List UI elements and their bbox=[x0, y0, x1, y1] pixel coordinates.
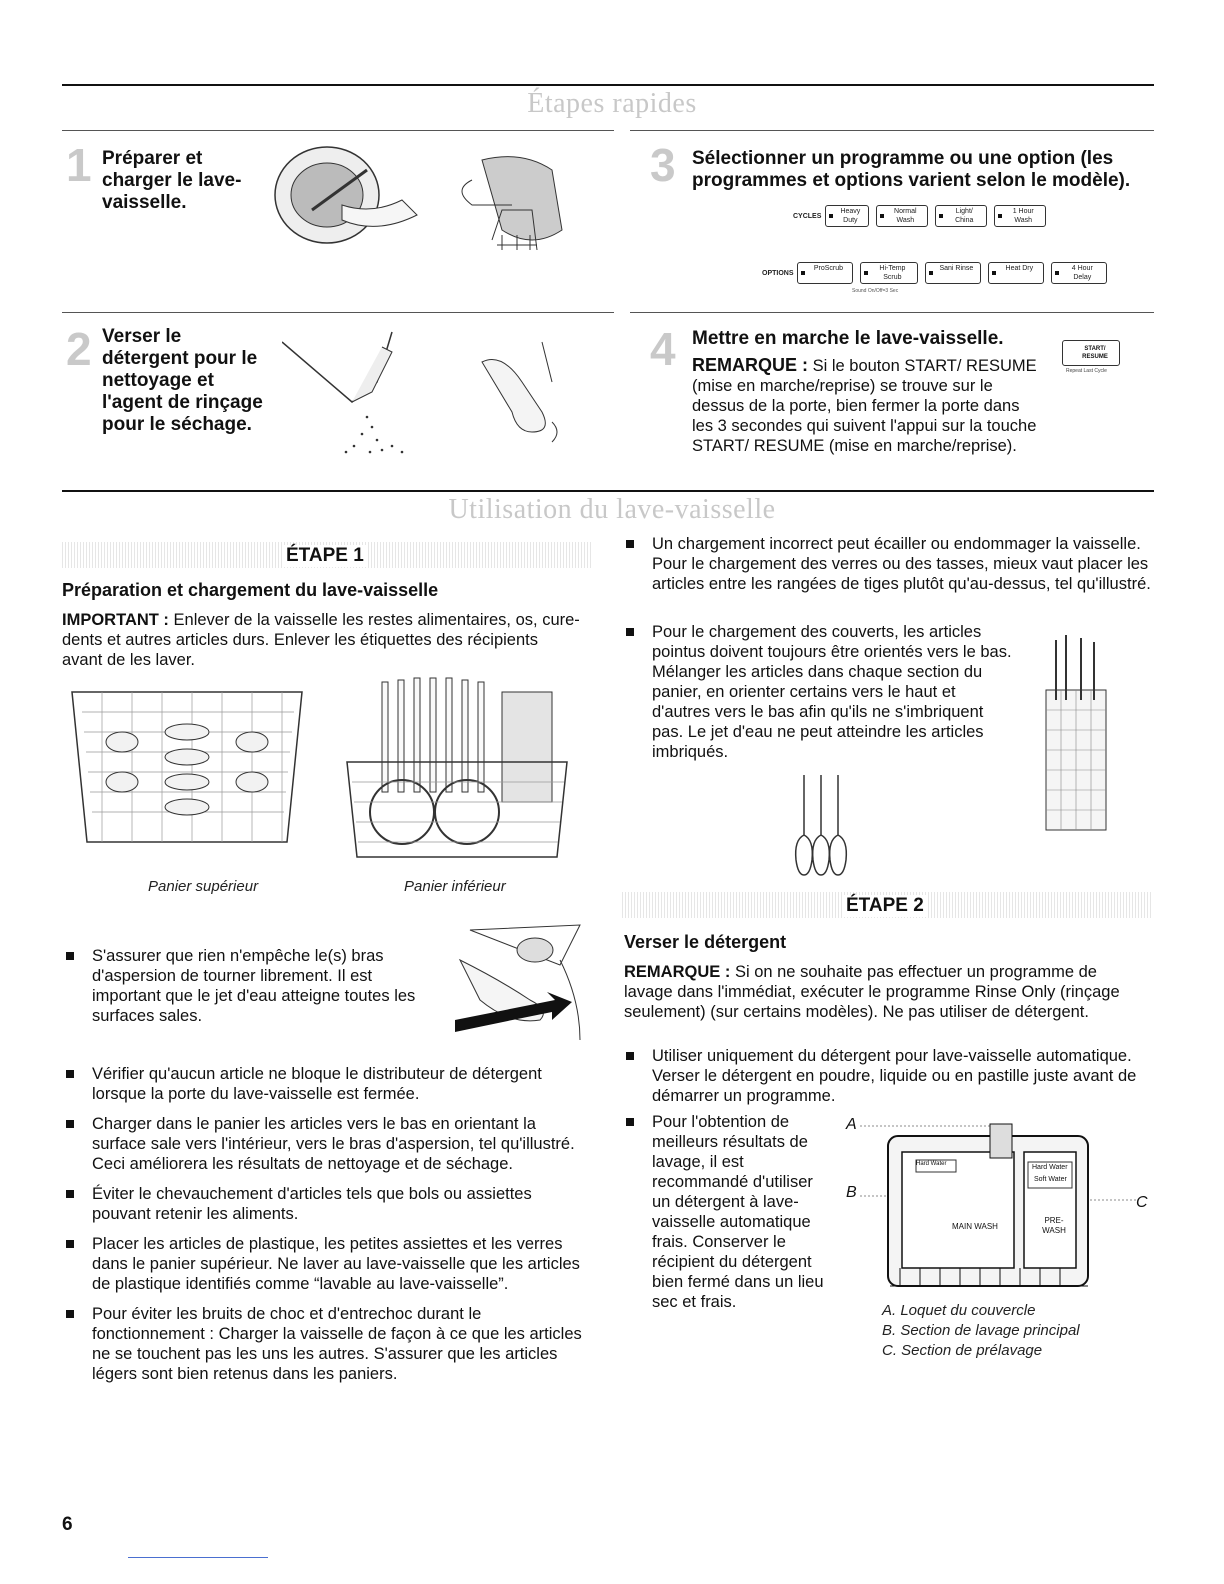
silverware-basket-illustration bbox=[1036, 630, 1116, 840]
list-item: Un chargement incorrect peut écailler ou endommager la vaisselle. Pour le chargement des verres ou des tasses, mieux vaut placer les articles entre les rangées de tiges plutôt qu'au-dessus, tel qu'illustré. bbox=[622, 534, 1152, 594]
etape-2-note bbox=[624, 962, 1144, 1022]
etape-2-heading: Verser le détergent bbox=[624, 932, 787, 952]
important-paragraph bbox=[62, 610, 582, 670]
options-panel bbox=[762, 262, 1112, 284]
list-item: Pour l'obtention de meilleurs résultats de lavage, il est recommandé d'utiliser un détergent à lave-vaisselle automatique frais. Conserver le récipient du détergent bien fermé dans un lieu sec et frais. bbox=[622, 1112, 832, 1312]
page-number: 6 bbox=[62, 1514, 73, 1535]
caption-upper-rack: Panier supérieur bbox=[148, 878, 259, 895]
diagram-soft-water: Soft Water bbox=[1034, 1176, 1067, 1183]
dish-prep-illustration bbox=[272, 140, 602, 270]
options-label: OPTIONS bbox=[762, 269, 794, 277]
etape-2-note-text: Si on ne souhaite pas effectuer un programme de lavage dans l'immédiat, exécuter le programme Rinse Only (rinçage seulement) (sur certains modèles). Ne pas utiliser de détergent. bbox=[624, 963, 1120, 1021]
cycle-normal-wash[interactable]: Normal Wash bbox=[876, 205, 928, 227]
diagram-hard-water-right: Hard Water bbox=[1032, 1164, 1068, 1171]
caption-lower-rack: Panier inférieur bbox=[404, 878, 506, 895]
legend-c: C. Section de prélavage bbox=[882, 1342, 1043, 1359]
divider bbox=[630, 130, 1154, 131]
cycle-1-hour-wash[interactable]: 1 Hour Wash bbox=[994, 205, 1046, 227]
top-rule bbox=[62, 84, 1154, 86]
options-sub-label: Sound On/Off=3 Sec bbox=[852, 288, 899, 294]
step-4-title: Mettre en marche le lave-vaisselle. bbox=[692, 328, 1004, 349]
usage-title: Utilisation du lave-vaisselle bbox=[448, 494, 776, 525]
cycles-panel bbox=[793, 205, 1051, 227]
spray-arm-illustration bbox=[440, 920, 590, 1055]
list-item: Utiliser uniquement du détergent pour lave-vaisselle automatique. Verser le détergent en poudre, liquide ou en pastille juste avant de démarrer un programme. bbox=[622, 1046, 1142, 1106]
step-number-3: 3 bbox=[650, 139, 676, 191]
option-4-hour-delay[interactable]: 4 Hour Delay bbox=[1051, 262, 1107, 284]
nested-spoons-illustration bbox=[786, 770, 856, 880]
etape-2-bullet-1 bbox=[622, 1046, 1142, 1116]
etape-1-bullets-b bbox=[62, 1064, 592, 1394]
diagram-main-wash: MAIN WASH bbox=[952, 1222, 998, 1231]
etape-2-label: ÉTAPE 2 bbox=[842, 895, 928, 917]
usage-rule bbox=[62, 490, 1154, 492]
list-item: Placer les articles de plastique, les petites assiettes et les verres dans le panier supérieur. Ne laver au lave-vaisselle que les articles de plastique identifiés comme “lavable au lave-vaisselle”. bbox=[62, 1234, 592, 1294]
divider bbox=[62, 312, 614, 313]
cycle-heavy-duty[interactable]: Heavy Duty bbox=[825, 205, 869, 227]
diagram-hard-water-left: Hard Water bbox=[916, 1161, 947, 1167]
detergent-dispenser-diagram bbox=[860, 1118, 1136, 1298]
option-sani-rinse[interactable]: Sani Rinse bbox=[925, 262, 981, 284]
diagram-label-b: B bbox=[846, 1184, 857, 1201]
step-number-2: 2 bbox=[66, 323, 92, 375]
step-1-title: Préparer et charger le lave-vaisselle. bbox=[102, 148, 242, 213]
upper-rack-illustration bbox=[62, 672, 312, 862]
list-item: S'assurer que rien n'empêche le(s) bras d'aspersion de tourner librement. Il est important que le jet d'eau atteigne toutes les surfaces sales. bbox=[62, 946, 422, 1026]
legend-b: B. Section de lavage principal bbox=[882, 1322, 1080, 1339]
diagram-pre-wash: PRE- WASH bbox=[1042, 1216, 1066, 1235]
start-resume-sub-label: Repeat Last Cycle bbox=[1066, 368, 1107, 374]
step-number-4: 4 bbox=[650, 323, 676, 375]
etape-2-note-label: REMARQUE : bbox=[624, 963, 731, 981]
step-number-1: 1 bbox=[66, 139, 92, 191]
etape-1-right-bullet-2 bbox=[622, 622, 1012, 772]
step-3-title: Sélectionner un programme ou une option (les programmes et options varient selon le modèle). bbox=[692, 148, 1131, 191]
footer-line bbox=[128, 1557, 268, 1558]
quick-steps-title: Étapes rapides bbox=[527, 88, 697, 119]
cycle-light-china[interactable]: Light/ China bbox=[935, 205, 987, 227]
divider bbox=[62, 130, 614, 131]
etape-2-bullet-2 bbox=[622, 1112, 832, 1322]
step-4-note-text: Si le bouton START/ RESUME (mise en marche/reprise) se trouve sur le dessus de la porte, bien fermer la porte dans les 3 secondes qui suivent l'appui sur la touche START/ RESUME (mise en marche/reprise). bbox=[692, 357, 1037, 455]
diagram-label-a: A bbox=[846, 1116, 857, 1133]
cycles-label: CYCLES bbox=[793, 212, 822, 220]
important-text: Enlever de la vaisselle les restes alimentaires, os, cure-dents et autres articles durs. Enlever les étiquettes des récipients avant de les laver. bbox=[62, 611, 580, 669]
step-2-title: Verser le détergent pour le nettoyage et l'agent de rinçage pour le séchage. bbox=[102, 326, 263, 435]
etape-1-heading: Préparation et chargement du lave-vaisselle bbox=[62, 580, 439, 600]
list-item: Charger dans le panier les articles vers le bas en orientant la surface sale vers l'intérieur, vers le bras d'aspersion, tel qu'illustré. Ceci améliorera les résultats de nettoyage et de séchage. bbox=[62, 1114, 592, 1174]
list-item: Vérifier qu'aucun article ne bloque le distributeur de détergent lorsque la porte du lave-vaisselle est fermée. bbox=[62, 1064, 592, 1104]
list-item: Pour éviter les bruits de choc et d'entrechoc durant le fonctionnement : Charger la vaisselle de façon à ce que les articles ne se touchent pas les uns les autres. S'assurer que les articles légers sont bien retenus dans les paniers. bbox=[62, 1304, 592, 1384]
step-4-note bbox=[692, 355, 1042, 456]
diagram-label-c: C bbox=[1136, 1194, 1148, 1211]
etape-1-bullets-a bbox=[62, 946, 422, 1036]
detergent-pouring-illustration bbox=[282, 322, 582, 462]
start-resume-button[interactable]: START/ RESUME bbox=[1062, 340, 1120, 366]
option-hi-temp-scrub[interactable]: Hi-Temp Scrub bbox=[860, 262, 918, 284]
lower-rack-illustration bbox=[342, 672, 572, 872]
option-heat-dry[interactable]: Heat Dry bbox=[988, 262, 1044, 284]
option-proscrub[interactable]: ProScrub bbox=[797, 262, 853, 284]
step-4-note-label: REMARQUE : bbox=[692, 355, 808, 375]
list-item: Éviter le chevauchement d'articles tels que bols ou assiettes pouvant retenir les aliments. bbox=[62, 1184, 592, 1224]
divider bbox=[630, 312, 1154, 313]
important-label: IMPORTANT : bbox=[62, 611, 169, 629]
etape-1-right-bullet-1 bbox=[622, 534, 1152, 604]
list-item: Pour le chargement des couverts, les articles pointus doivent toujours être orientés vers le bas. Mélanger les articles dans chaque section du panier, en orienter certains vers le haut et d'autres vers le bas afin qu'ils ne s'imbriquent pas. Le jet d'eau ne peut atteindre les articles imbriqués. bbox=[622, 622, 1012, 762]
legend-a: A. Loquet du couvercle bbox=[882, 1302, 1036, 1319]
etape-1-label: ÉTAPE 1 bbox=[282, 545, 368, 567]
